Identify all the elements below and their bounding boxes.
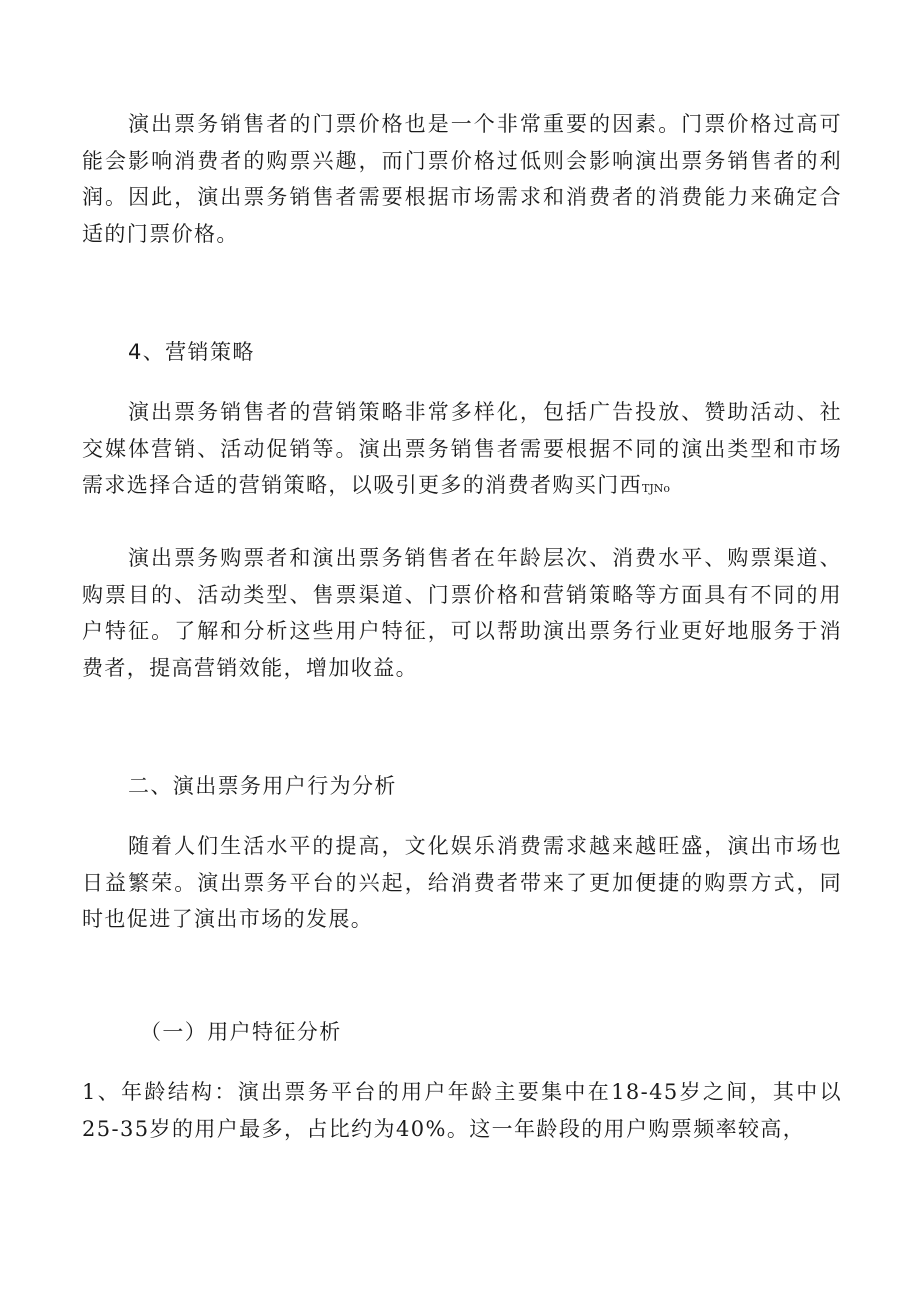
paragraph-marketing	[82, 394, 842, 508]
paragraph-marketing-tail: TJNo	[642, 482, 670, 496]
paragraph-ticket-price: 演出票务销售者的门票价格也是一个非常重要的因素。门票价格过高可能会影响消费者的购票兴趣，而门票价格过低则会影响演出票务销售者的利润。因此，演出票务销售者需要根据市场需求和消费者的消费能力来确定合适的门票价格。	[82, 112, 842, 247]
heading-user-feature-analysis: （一）用户特征分析	[140, 1020, 342, 1044]
paragraph-marketing-text: 演出票务销售者的营销策略非常多样化，包括广告投放、赞助活动、社交媒体营销、活动促销等。演出票务销售者需要根据不同的演出类型和市场需求选择合适的营销策略，以吸引更多的消费者购买门西	[82, 400, 842, 498]
heading-marketing-strategy: 4、营销策略	[128, 340, 255, 364]
paragraph-market-growth: 随着人们生活水平的提高，文化娱乐消费需求越来越旺盛，演出市场也日益繁荣。演出票务平台的兴起，给消费者带来了更加便捷的购票方式，同时也促进了演出市场的发展。	[82, 834, 842, 932]
paragraph-user-features-summary: 演出票务购票者和演出票务销售者在年龄层次、消费水平、购票渠道、购票目的、活动类型、售票渠道、门票价格和营销策略等方面具有不同的用户特征。了解和分析这些用户特征，可以帮助演出票务行业更好地服务于消费者，提高营销效能，增加收益。	[82, 546, 842, 681]
paragraph-age-structure: 1、年龄结构：演出票务平台的用户年龄主要集中在18-45岁之间，其中以25-35岁的用户最多，占比约为40%。这一年龄段的用户购票频率较高，	[82, 1080, 842, 1141]
heading-user-behavior-analysis: 二、演出票务用户行为分析	[128, 774, 397, 798]
